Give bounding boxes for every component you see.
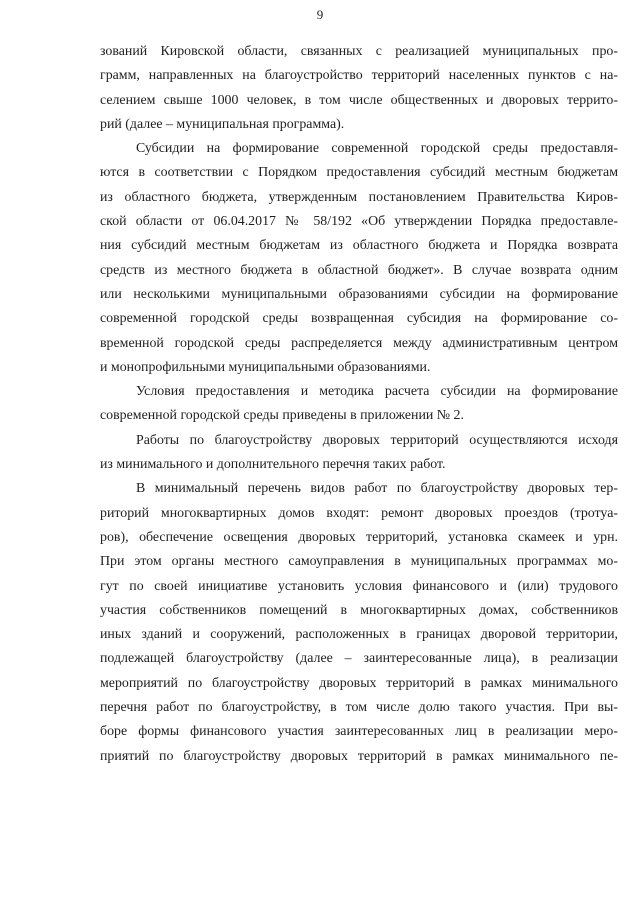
page-number: 9 <box>316 7 324 22</box>
text-line: риторий многоквартирных домов входят: ремонт дворовых проездов (тротуа- <box>100 505 618 521</box>
text-line: иных зданий и сооружений, расположенных в границах дворовой территории, <box>100 627 618 643</box>
text-line: Работы по благоустройству дворовых территорий осуществляются исходя <box>136 432 618 448</box>
text-line: грамм, направленных на благоустройство территорий населенных пунктов с на- <box>100 68 618 84</box>
text-line: Субсидии на формирование современной городской среды предоставля- <box>136 141 618 157</box>
text-line: боре формы финансового участия заинтересованных лиц в реализации меро- <box>100 724 618 740</box>
text-line: селением свыше 1000 человек, в том числе общественных и дворовых террито- <box>100 92 618 108</box>
text-line: ния субсидий местным бюджетам из областного бюджета и Порядка возврата <box>100 238 618 254</box>
text-line: перечня работ по благоустройству, в том числе долю такого участия. При вы- <box>100 700 618 716</box>
text-line: или несколькими муниципальными образованиями субсидии на формирование <box>100 286 618 302</box>
text-line: из областного бюджета, утвержденным постановлением Правительства Киров- <box>100 189 618 205</box>
text-line: рий (далее – муниципальная программа). <box>100 116 345 132</box>
text-line: В минимальный перечень видов работ по благоустройству дворовых тер- <box>136 481 618 497</box>
text-line: современной городской среды возвращенная субсидия на формирование со- <box>100 311 618 327</box>
text-line: подлежащей благоустройству (далее – заинтересованные лица), в реализации <box>100 651 618 667</box>
text-line: из минимального и дополнительного перечня таких работ. <box>100 457 446 473</box>
text-line: ров), обеспечение освещения дворовых территорий, установка скамеек и урн. <box>100 529 618 545</box>
text-line: временной городской среды распределяется между административным центром <box>100 335 618 351</box>
text-line: мероприятий по благоустройству дворовых территорий в рамках минимального <box>100 675 618 691</box>
text-line: зований Кировской области, связанных с реализацией муниципальных про- <box>100 44 618 59</box>
text-line: приятий по благоустройству дворовых территорий в рамках минимального пе- <box>100 748 618 764</box>
document-body <box>100 40 618 769</box>
text-line: участия собственников помещений в многоквартирных домах, собственников <box>100 602 618 618</box>
text-line: современной городской среды приведены в приложении № 2. <box>100 408 464 424</box>
text-line: гут по своей инициативе установить условия финансового и (или) трудового <box>100 578 618 594</box>
text-line: При этом органы местного самоуправления в муниципальных программах мо- <box>100 554 618 570</box>
text-line: ской области от 06.04.2017 № 58/192 «Об утверждении Порядка предоставле- <box>100 214 618 230</box>
text-line: средств из местного бюджета в областной бюджет». В случае возврата одним <box>100 262 618 278</box>
text-line: Условия предоставления и методика расчета субсидии на формирование <box>136 384 618 400</box>
text-line: ются в соответствии с Порядком предоставления субсидий местным бюджетам <box>100 165 618 181</box>
text-line: и монопрофильными муниципальными образованиями. <box>100 359 431 375</box>
